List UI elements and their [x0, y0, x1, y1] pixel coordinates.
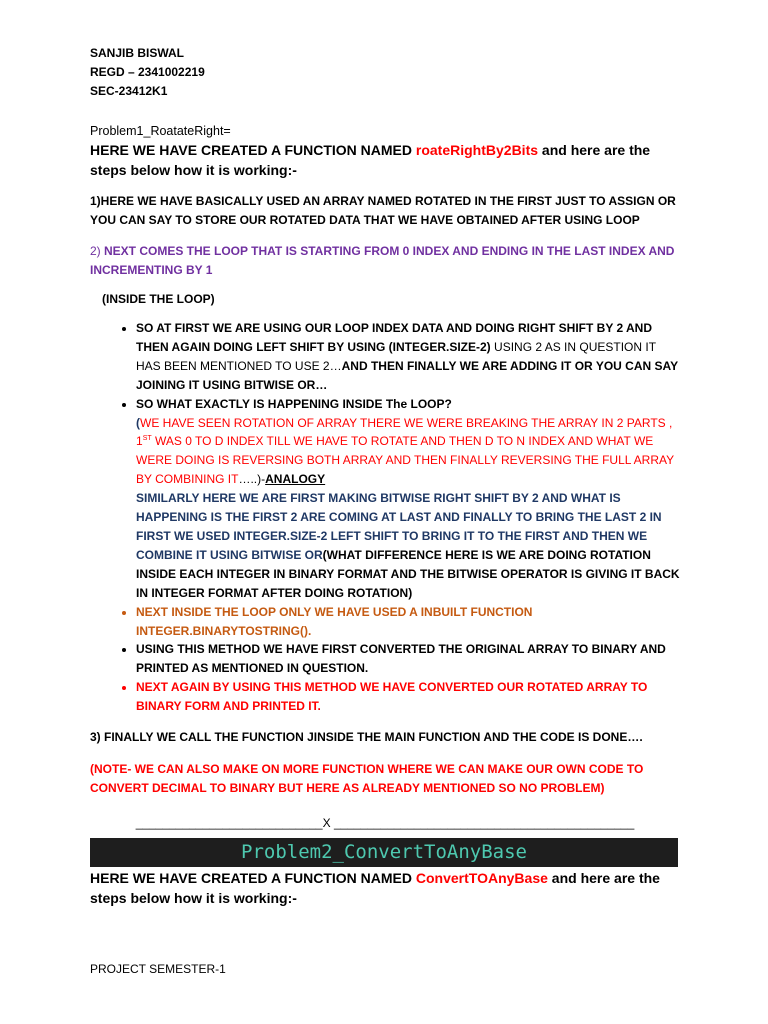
bullet2-analogy: ANALOGY [265, 472, 326, 487]
bullet1-part-a: SO AT FIRST WE ARE USING OUR LOOP INDEX DATA AND DOING RIGHT SHIFT BY 2 AND THEN AGAIN DOING LEFT SHIFT BY USING (INTEGER.SIZE-2) [136, 321, 653, 354]
document-page [90, 44, 680, 908]
lead-text-post: and here are the steps below how it is working:- [90, 142, 651, 178]
list-item [136, 603, 680, 641]
step-2-number: 2) [90, 244, 101, 258]
function-name: ConvertTOAnyBase [415, 870, 548, 887]
bullet2-question: SO WHAT EXACTLY IS HAPPENING INSIDE The LOOP? [136, 396, 452, 411]
bullet2-navy: SIMILARLY HERE WE ARE FIRST MAKING BITWISE RIGHT SHIFT BY 2 AND WHAT IS HAPPENING IS THE FIRST 2 ARE COMING AT LAST AND FINALLY TO BRING THE LAST 2 IN FIRST WE USED INTEGER.SIZE-2 LEFT SHIFT TO BRING IT TO THE FIRST AND THEN WE COMBINE IT USING BITWISE OR [136, 491, 662, 562]
note: (NOTE- WE CAN ALSO MAKE ON MORE FUNCTION WHERE WE CAN MAKE OUR OWN CODE TO CONVERT DECIMAL TO BINARY BUT HERE AS ALREADY MENTIONED SO NO PROBLEM) [90, 762, 644, 796]
list-item [136, 640, 680, 678]
bullet2-red-a: WE HAVE SEEN ROTATION OF ARRAY THERE WE WERE BREAKING THE ARRAY IN 2 PARTS , 1 [136, 415, 673, 449]
list-item [136, 395, 680, 603]
section-code: SEC-23412K1 [90, 84, 168, 98]
bullet4-text: USING THIS METHOD WE HAVE FIRST CONVERTED THE ORIGINAL ARRAY TO BINARY AND PRINTED AS MENTIONED IN QUESTION. [136, 642, 666, 676]
bullet2-superscript: ST [142, 435, 152, 443]
lead-text-pre: HERE WE HAVE CREATED A FUNCTION NAMED [90, 870, 416, 887]
problem2-banner: Problem2_ConvertToAnyBase [90, 838, 678, 867]
inside-loop-label: (INSIDE THE LOOP) [102, 292, 215, 306]
loop-bullet-list [90, 319, 680, 716]
function-name: roateRightBy2Bits [415, 142, 539, 158]
author-header [90, 44, 680, 101]
author-name: SANJIB BISWAL [90, 46, 185, 60]
list-item [136, 678, 680, 716]
bullet3-text: NEXT INSIDE THE LOOP ONLY WE HAVE USED A INBUILT FUNCTION INTEGER.BINARYTOSTRING(). [136, 604, 533, 638]
bullet5-text: NEXT AGAIN BY USING THIS METHOD WE HAVE CONVERTED OUR ROTATED ARRAY TO BINARY FORM AND PRINTED IT. [136, 680, 648, 714]
step-3: 3) FINALLY WE CALL THE FUNCTION JINSIDE THE MAIN FUNCTION AND THE CODE IS DONE…. [90, 730, 643, 745]
bullet2-open-paren: ( [136, 415, 140, 430]
bullet2-dots: …..)- [238, 472, 266, 487]
step-2-text: NEXT COMES THE LOOP THAT IS STARTING FROM 0 INDEX AND ENDING IN THE LAST INDEX AND INCREMENTING BY 1 [90, 244, 675, 277]
bullet2-tail: (WHAT DIFFERENCE HERE IS WE ARE DOING ROTATION INSIDE EACH INTEGER IN BINARY FORMAT AND THE BITWISE OPERATOR IS GIVING IT BACK IN INTEGER FORMAT AFTER DOING ROTATION) [136, 547, 680, 600]
page-footer: PROJECT SEMESTER-1 [90, 962, 226, 976]
list-item [136, 319, 680, 395]
problem1-title: Problem1_RoatateRight= [90, 124, 231, 138]
bullet1-part-c: AND THEN FINALLY WE ARE ADDING IT OR YOU CAN SAY JOINING IT USING BITWISE OR… [136, 358, 678, 392]
bullet1-part-b: USING 2 AS IN QUESTION IT HAS BEEN MENTIONED TO USE 2… [136, 339, 656, 373]
lead-text-pre: HERE WE HAVE CREATED A FUNCTION NAMED [90, 142, 416, 158]
registration-number: REGD – 2341002219 [90, 65, 205, 79]
step-2 [90, 242, 680, 280]
problem2-lead [90, 868, 680, 908]
bullet2-red-b: WAS 0 TO D INDEX TILL WE HAVE TO ROTATE AND THEN D TO N INDEX AND WHAT WE WERE DOING IS REVERSING BOTH ARRAY AND THEN FINALLY REVERSING THE FULL ARRAY BY COMBINING IT [136, 434, 674, 487]
step-1: 1)HERE WE HAVE BASICALLY USED AN ARRAY NAMED ROTATED IN THE FIRST JUST TO ASSIGN OR YOU CAN SAY TO STORE OUR ROTATED DATA THAT WE HAVE OBTAINED AFTER USING LOOP [90, 194, 676, 227]
section-separator: ____________________________X _____________________________________________ [135, 816, 635, 831]
lead-text-post: and here are the steps below how it is working:- [90, 870, 660, 907]
problem1-lead [90, 140, 680, 180]
